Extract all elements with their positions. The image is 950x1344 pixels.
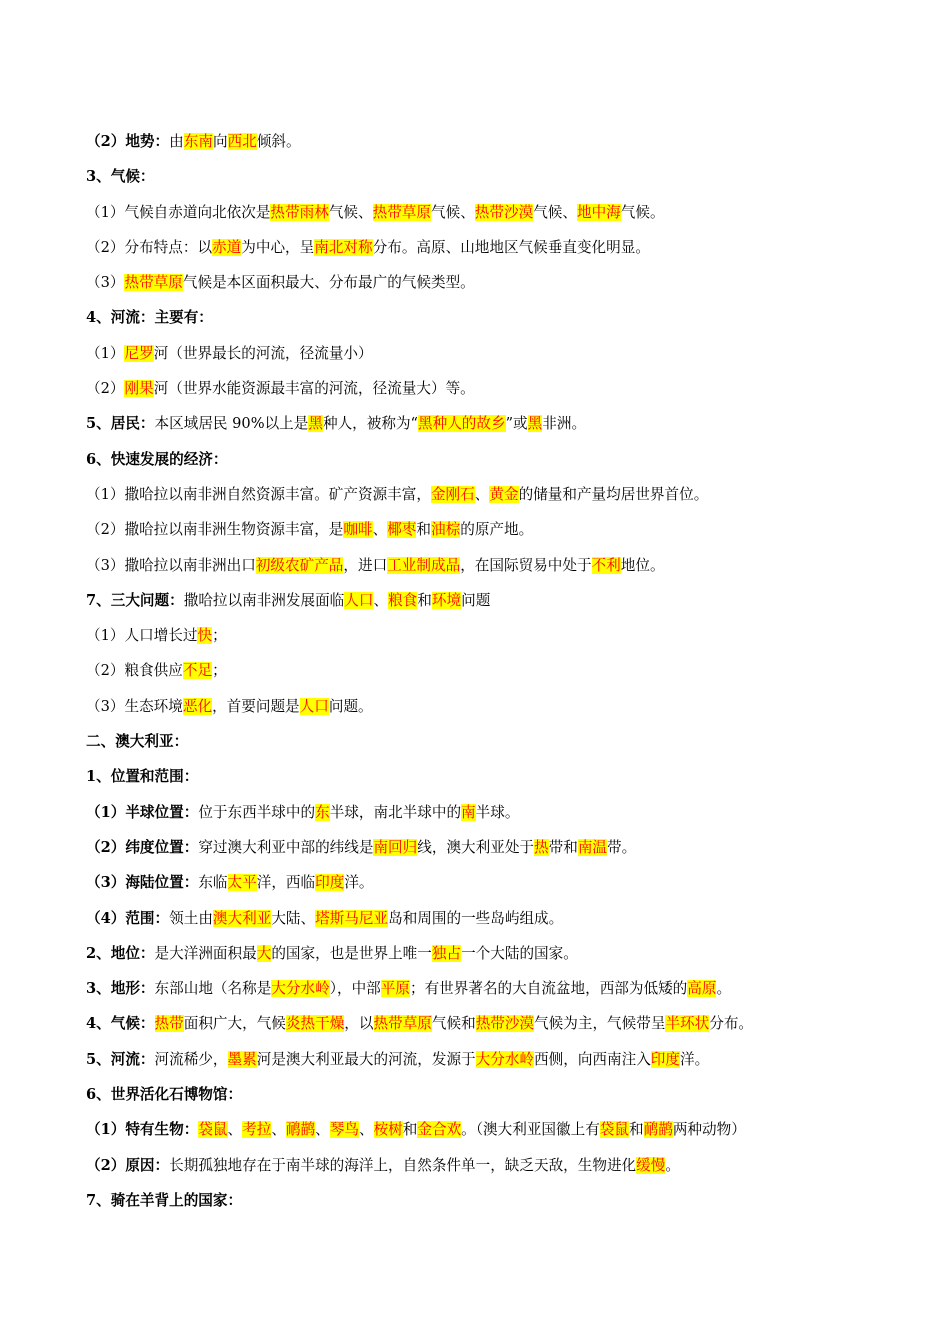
text-line <box>86 512 866 547</box>
body-text: 倾斜。 <box>256 133 301 150</box>
highlighted-term: 鸸鹋 <box>643 1121 673 1139</box>
body-text: 气候为主，气候带呈 <box>534 1015 666 1033</box>
body-text: 岛和周围的一些岛屿组成。 <box>388 909 564 927</box>
highlighted-term: 炎热干燥 <box>285 1015 345 1033</box>
body-text: 带和 <box>548 838 578 856</box>
highlighted-term: 袋鼠 <box>198 1121 228 1139</box>
text-line <box>86 442 866 477</box>
body-text: 面积广大，气候 <box>183 1015 286 1033</box>
highlighted-term: 椰枣 <box>387 521 417 539</box>
body-text: （2） <box>86 380 125 398</box>
body-text: ；有世界著名的大自流盆地，西部为低矮的 <box>409 980 688 998</box>
body-text: 向 <box>212 133 228 150</box>
body-text: 位于东西半球中的 <box>198 803 316 821</box>
body-text: （3）生态环境 <box>86 697 183 715</box>
body-text: 穿过澳大利亚中部的纬线是 <box>198 838 374 856</box>
text-line <box>86 1112 866 1147</box>
text-line <box>86 300 866 335</box>
highlighted-term: 粮食 <box>388 591 418 609</box>
section-heading: 6、世界活化石博物馆： <box>86 1086 243 1104</box>
body-text: 种人，被称为“ <box>322 415 418 433</box>
highlighted-term: 南 <box>461 803 476 821</box>
body-text: （1）人口增长过 <box>86 627 198 645</box>
highlighted-term: 黑种人的故乡 <box>418 415 506 433</box>
body-text: ； <box>212 627 227 645</box>
highlighted-term: 热带草原 <box>124 274 183 292</box>
highlighted-term: 咖啡 <box>343 521 373 539</box>
highlighted-term: 桉树 <box>373 1121 403 1139</box>
text-line <box>86 865 866 900</box>
body-text: （3）撒哈拉以南非洲出口 <box>86 556 256 574</box>
body-text: ； <box>212 662 227 680</box>
section-heading: 3、地形： <box>86 980 155 998</box>
highlighted-term: 初级农矿产品 <box>255 556 344 574</box>
highlighted-term: 热带沙漠 <box>474 203 534 221</box>
highlighted-term: 环境 <box>431 591 462 609</box>
body-text: 为中心，呈 <box>241 238 315 256</box>
highlighted-term: 恶化 <box>182 697 213 715</box>
highlighted-term: 热带 <box>154 1015 184 1033</box>
text-line <box>86 583 866 618</box>
body-text: ），中部 <box>329 980 381 998</box>
section-heading: （1）特有生物： <box>86 1121 199 1139</box>
text-line <box>86 371 866 406</box>
section-heading: （2）纬度位置： <box>86 838 199 856</box>
body-text: 带。 <box>607 838 637 856</box>
body-text: 河流稀少， <box>154 1050 228 1068</box>
text-line <box>86 1006 866 1041</box>
highlighted-term: 东南 <box>183 133 213 150</box>
highlighted-term: 赤道 <box>212 238 242 256</box>
section-heading: 6、快速发展的经济： <box>86 450 228 468</box>
highlighted-term: 地中海 <box>576 203 621 221</box>
text-line <box>86 1183 866 1218</box>
body-text: 线，澳大利亚处于 <box>417 838 535 856</box>
section-heading: 1、位置和范围： <box>86 768 199 786</box>
section-heading: （1）半球位置： <box>86 803 199 821</box>
section-heading: （2）原因： <box>86 1156 170 1174</box>
highlighted-term: 金合欢 <box>417 1121 462 1139</box>
highlighted-term: 缓慢 <box>636 1156 666 1174</box>
highlighted-term: 热 <box>534 838 549 856</box>
body-text: （1）气候自赤道向北依次是 <box>86 203 271 221</box>
body-text: 气候。 <box>620 203 665 221</box>
text-line <box>86 336 866 371</box>
body-text: 河（世界水能资源最丰富的河流，径流量大）等。 <box>153 380 475 398</box>
body-text: 和 <box>402 1121 418 1139</box>
body-text: 分布。 <box>709 1015 754 1033</box>
highlighted-term: 热带草原 <box>372 203 431 221</box>
body-text: 、 <box>271 1121 286 1139</box>
section-heading: （2）地势： <box>86 133 170 150</box>
highlighted-term: 快 <box>197 627 213 645</box>
highlighted-term: 大分水岭 <box>271 980 330 998</box>
highlighted-term: 黄金 <box>489 485 519 503</box>
body-text: 西侧，向西南注入 <box>534 1050 651 1068</box>
body-text: 、 <box>373 591 389 609</box>
body-text: 由 <box>169 133 184 150</box>
highlighted-term: 澳大利亚 <box>212 909 272 927</box>
section-heading: 4、河流：主要有： <box>86 309 213 327</box>
body-text: 洋。 <box>680 1050 710 1068</box>
highlighted-term: 高原 <box>687 980 717 998</box>
body-text: 和 <box>417 591 432 609</box>
body-text: 和 <box>629 1121 644 1139</box>
highlighted-term: 人口 <box>299 697 329 715</box>
highlighted-term: 太平 <box>227 874 257 892</box>
highlighted-term: 尼罗 <box>124 344 154 362</box>
body-text: 、 <box>372 521 388 539</box>
text-line <box>86 265 866 300</box>
body-text: （1）撒哈拉以南非洲自然资源丰富。矿产资源丰富， <box>86 485 431 503</box>
body-text: 、 <box>358 1121 374 1139</box>
section-heading: 7、三大问题： <box>86 591 184 609</box>
highlighted-term: 热带草原 <box>373 1015 432 1033</box>
body-text: 问题。 <box>328 697 373 715</box>
text-line <box>86 1042 866 1077</box>
body-text: 半球。 <box>475 803 520 821</box>
document-page <box>86 124 866 1218</box>
body-text: 河是澳大利亚最大的河流，发源于 <box>256 1050 476 1068</box>
text-line <box>86 653 866 688</box>
section-heading: 3、气候： <box>86 168 155 186</box>
body-text: 和 <box>416 521 432 539</box>
body-text: 一个大陆的国家。 <box>461 944 578 962</box>
body-text: 领土由 <box>169 909 213 927</box>
text-line <box>86 1077 866 1112</box>
body-text: 、 <box>315 1121 330 1139</box>
body-text: 非洲。 <box>542 415 587 433</box>
highlighted-term: 琴鸟 <box>329 1121 359 1139</box>
highlighted-term: 南北对称 <box>314 238 373 256</box>
highlighted-term: 半环状 <box>665 1015 710 1033</box>
highlighted-term: 墨累 <box>227 1050 257 1068</box>
section-heading: 5、居民： <box>86 415 155 433</box>
body-text: 分布。高原、山地地区气候垂直变化明显。 <box>372 238 650 256</box>
section-heading: 5、河流： <box>86 1050 155 1068</box>
body-text: 撒哈拉以南非洲发展面临 <box>183 591 345 609</box>
highlighted-term: 热带沙漠 <box>475 1015 535 1033</box>
body-text: 、 <box>227 1121 243 1139</box>
highlighted-term: 大分水岭 <box>475 1050 535 1068</box>
body-text: 东临 <box>198 874 228 892</box>
text-line <box>86 689 866 724</box>
highlighted-term: 印度 <box>650 1050 680 1068</box>
text-line <box>86 406 866 441</box>
highlighted-term: 袋鼠 <box>599 1121 630 1139</box>
text-line <box>86 159 866 194</box>
body-text: 。（澳大利亚国徽上有 <box>461 1121 600 1139</box>
section-heading: （4）范围： <box>86 909 170 927</box>
section-heading: 7、骑在羊背上的国家： <box>86 1191 243 1209</box>
highlighted-term: 平原 <box>380 980 410 998</box>
text-line <box>86 195 866 230</box>
highlighted-term: 南温 <box>577 838 608 856</box>
body-text: 东部山地（名称是 <box>154 980 272 998</box>
highlighted-term: 西北 <box>227 133 257 150</box>
highlighted-term: 印度 <box>315 874 345 892</box>
highlighted-term: 黑 <box>308 415 323 433</box>
body-text: 两种动物） <box>672 1121 746 1139</box>
section-heading: 2、地位： <box>86 944 155 962</box>
text-line <box>86 936 866 971</box>
body-text: （1） <box>86 344 125 362</box>
body-text: ，在国际贸易中处于 <box>460 556 592 574</box>
section-heading: （3）海陆位置： <box>86 874 199 892</box>
section-heading: 4、气候： <box>86 1015 155 1033</box>
body-text: （2）分布特点：以 <box>86 238 213 256</box>
highlighted-term: 南回归 <box>373 838 418 856</box>
body-text: ”或 <box>505 415 528 433</box>
text-line <box>86 230 866 265</box>
highlighted-term: 人口 <box>344 591 374 609</box>
highlighted-term: 大 <box>256 944 272 962</box>
body-text: 地位。 <box>620 556 665 574</box>
highlighted-term: 东 <box>315 803 330 821</box>
text-line <box>86 724 866 759</box>
text-line <box>86 759 866 794</box>
body-text: 。 <box>716 980 732 998</box>
highlighted-term: 刚果 <box>124 380 154 398</box>
highlighted-term: 金刚石 <box>430 485 475 503</box>
body-text: 气候、 <box>533 203 577 221</box>
body-text: 本区域居民 90%以上是 <box>154 415 309 433</box>
body-text: 的储量和产量均居世界首位。 <box>518 485 709 503</box>
body-text: 是大洋洲面积最 <box>154 944 257 962</box>
body-text: 气候和 <box>431 1015 476 1033</box>
highlighted-term: 工业制成品 <box>387 556 461 574</box>
body-text: 洋。 <box>344 874 374 892</box>
text-line <box>86 795 866 830</box>
body-text: 气候是本区面积最大、分布最广的气候类型。 <box>182 274 475 292</box>
body-text: 的原产地。 <box>460 521 534 539</box>
body-text: （2）粮食供应 <box>86 662 183 680</box>
body-text: ，以 <box>344 1015 374 1033</box>
text-line <box>86 1148 866 1183</box>
highlighted-term: 鸸鹋 <box>285 1121 316 1139</box>
body-text: 河（世界最长的河流，径流量小） <box>153 344 373 362</box>
body-text: 长期孤独地存在于南半球的海洋上，自然条件单一，缺乏天敌，生物进化 <box>169 1156 637 1174</box>
body-text: 洋，西临 <box>256 874 316 892</box>
text-line <box>86 901 866 936</box>
body-text: 问题 <box>461 591 491 609</box>
body-text: 半球，南北半球中的 <box>329 803 462 821</box>
highlighted-term: 不利 <box>591 556 621 574</box>
highlighted-term: 黑 <box>527 415 543 433</box>
highlighted-term: 油棕 <box>431 521 461 539</box>
body-text: 。 <box>665 1156 680 1174</box>
body-text: 的国家，也是世界上唯一 <box>271 944 432 962</box>
text-line <box>86 618 866 653</box>
highlighted-term: 不足 <box>182 662 213 680</box>
text-line <box>86 548 866 583</box>
body-text: ，首要问题是 <box>212 697 300 715</box>
body-text: （3） <box>86 274 125 292</box>
section-heading: 二、澳大利亚： <box>86 733 189 751</box>
highlighted-term: 热带雨林 <box>270 203 329 221</box>
text-line <box>86 971 866 1006</box>
body-text: 大陆、 <box>271 909 316 927</box>
text-line <box>86 124 866 159</box>
body-text: 、 <box>474 485 490 503</box>
highlighted-term: 独占 <box>431 944 462 962</box>
highlighted-term: 考拉 <box>242 1121 272 1139</box>
text-line <box>86 477 866 512</box>
body-text: 气候、 <box>328 203 373 221</box>
text-line <box>86 830 866 865</box>
body-text: （2）撒哈拉以南非洲生物资源丰富，是 <box>86 521 344 539</box>
highlighted-term: 塔斯马尼亚 <box>315 909 389 927</box>
body-text: 气候、 <box>431 203 475 221</box>
body-text: ，进口 <box>343 556 388 574</box>
